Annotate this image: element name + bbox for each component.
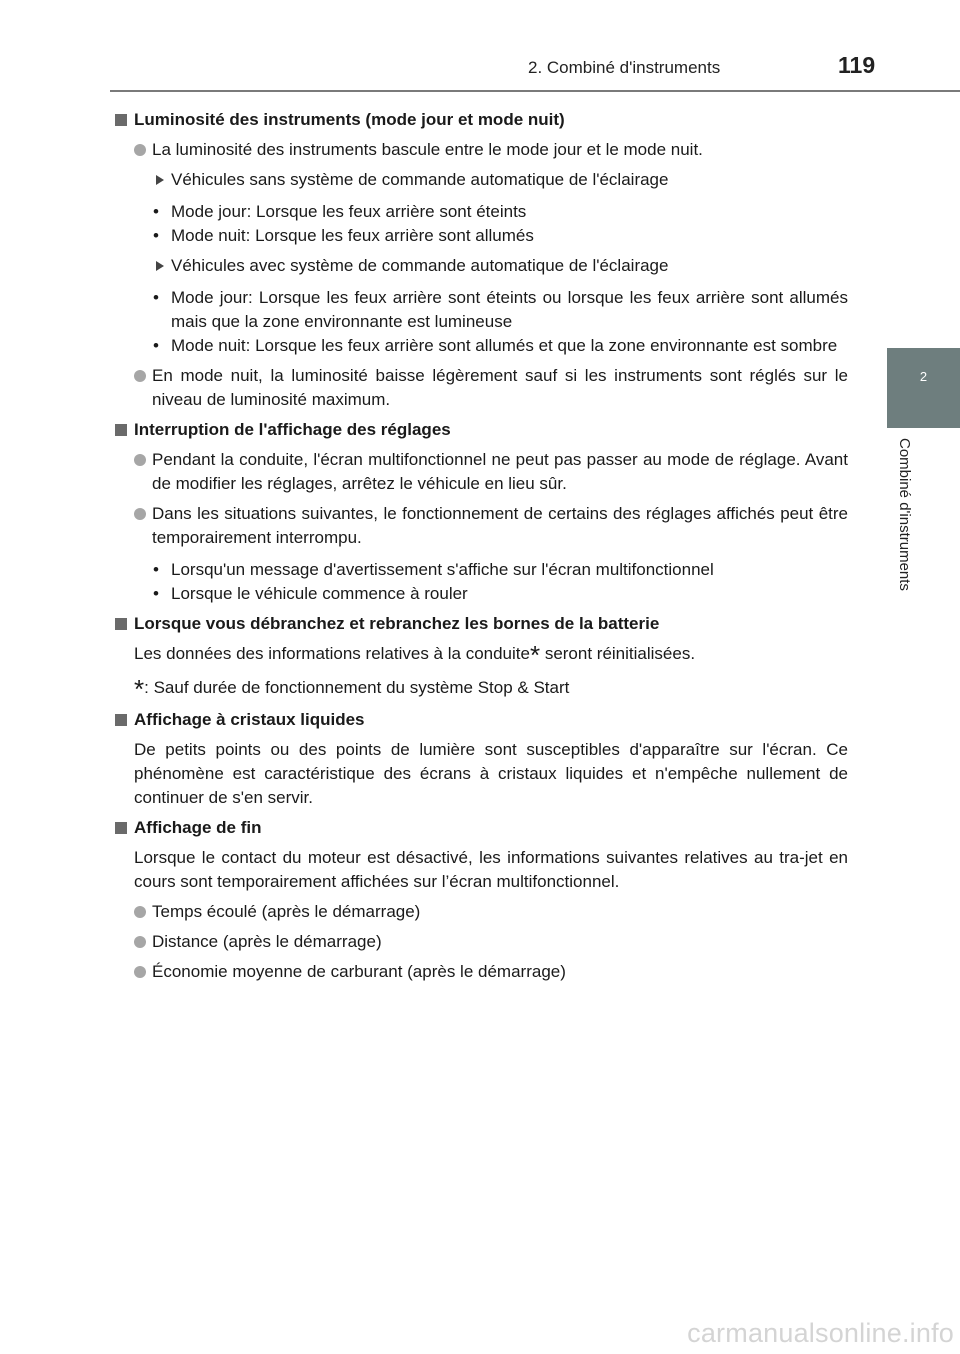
section-heading: Lorsque vous débranchez et rebranchez les bornes de la batterie (114, 612, 848, 636)
header-section-title: 2. Combiné d'instruments (528, 58, 721, 77)
paragraph: Lorsque le contact du moteur est désactivé, les informations suivantes relatives au tra-jet en cours sont temporairement affichées sur l’écran multifonctionnel. (134, 848, 848, 891)
section-luminosite (114, 108, 848, 412)
chapter-tab-number: 2 (919, 369, 928, 384)
round-bullet-item: Pendant la conduite, l'écran multifonctionnel ne peut pas passer au mode de réglage. Avant de modifier les réglages, arrêtez le véhicule en lieu sûr. (114, 448, 848, 496)
asterisk-mark: * (529, 640, 541, 670)
round-bullet-icon (134, 906, 146, 918)
page-header (0, 0, 960, 92)
footnote: *: Sauf durée de fonctionnement du système Stop & Start (134, 674, 570, 704)
square-bullet-icon (115, 618, 127, 630)
round-bullet-icon (134, 508, 146, 520)
square-bullet-icon (115, 714, 127, 726)
round-bullet-item: La luminosité des instruments bascule entre le mode jour et le mode nuit. (114, 138, 848, 162)
square-bullet-icon (115, 424, 127, 436)
paragraph: Les données des informations relatives à la conduite* seront réinitialisées. (134, 640, 696, 670)
section-cristaux (114, 708, 848, 810)
round-bullet-item: Dans les situations suivantes, le fonctionnement de certains des réglages affichés peut être temporairement interrompu. (114, 502, 848, 550)
round-bullet-item: En mode nuit, la luminosité baisse légèrement sauf si les instruments sont réglés sur le niveau de luminosité maximum. (114, 364, 848, 412)
list-item: • Lorsque le véhicule commence à rouler (153, 584, 468, 603)
page-content (114, 102, 848, 990)
asterisk-mark: * (134, 674, 145, 704)
list-item: • Lorsqu'un message d'avertissement s'affiche sur l'écran multifonctionnel (153, 560, 714, 579)
page-number: 119 (838, 52, 876, 78)
list-item: • Mode jour: Lorsque les feux arrière sont éteints (153, 202, 527, 221)
chapter-tab (887, 348, 960, 428)
round-bullet-item: Distance (après le démarrage) (114, 930, 848, 954)
triangle-bullet-icon (156, 175, 164, 185)
square-bullet-icon (115, 114, 127, 126)
section-batterie (114, 612, 848, 704)
section-heading: Affichage de fin (114, 816, 848, 840)
square-bullet-icon (115, 822, 127, 834)
chapter-tab-label: Combiné d'instruments (896, 438, 913, 591)
list-item: • Mode nuit: Lorsque les feux arrière sont allumés (153, 226, 534, 245)
list-item: • Mode jour: Lorsque les feux arrière sont éteints ou lorsque les feux arrière sont allumés mais que la zone environnante est lumineuse (153, 288, 848, 331)
section-heading: Interruption de l'affichage des réglages (114, 418, 848, 442)
sub-heading: Véhicules avec système de commande automatique de l'éclairage (114, 254, 848, 278)
section-fin (114, 816, 848, 984)
dot-list (114, 200, 848, 248)
sub-heading: Véhicules sans système de commande automatique de l'éclairage (114, 168, 848, 192)
watermark: carmanualsonline.info (687, 1318, 954, 1348)
dot-list (114, 286, 848, 358)
list-item: • Mode nuit: Lorsque les feux arrière sont allumés et que la zone environnante est sombre (153, 336, 838, 355)
round-bullet-icon (134, 454, 146, 466)
header-divider (110, 90, 960, 92)
round-bullet-icon (134, 370, 146, 382)
paragraph: De petits points ou des points de lumière sont susceptibles d'apparaître sur l'écran. Ce phénomène est caractéristique des écrans à cristaux liquides et n'empêche nullement de continuer de s'en servir. (134, 740, 848, 807)
round-bullet-icon (134, 144, 146, 156)
round-bullet-icon (134, 936, 146, 948)
dot-list (114, 558, 848, 606)
section-heading: Affichage à cristaux liquides (114, 708, 848, 732)
triangle-bullet-icon (156, 261, 164, 271)
round-bullet-item: Temps écoulé (après le démarrage) (114, 900, 848, 924)
section-heading: Luminosité des instruments (mode jour et mode nuit) (114, 108, 848, 132)
round-bullet-icon (134, 966, 146, 978)
section-interruption (114, 418, 848, 606)
round-bullet-item: Économie moyenne de carburant (après le démarrage) (114, 960, 848, 984)
